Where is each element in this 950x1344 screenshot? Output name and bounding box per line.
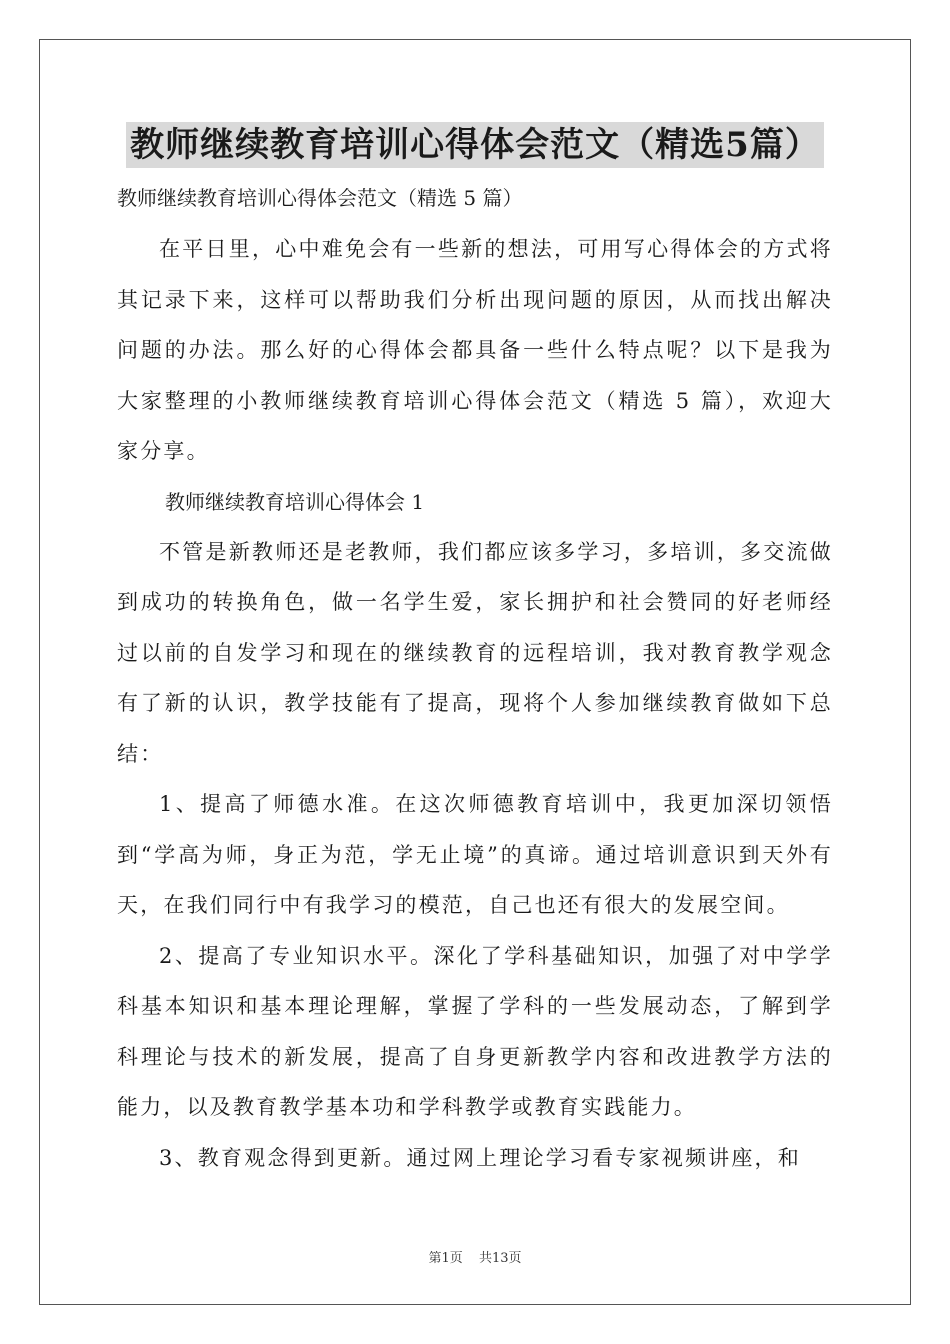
page-total: 共13页 [478, 1251, 522, 1266]
body-paragraph: 不管是新教师还是老教师，我们都应该多学习，多培训，多交流做到成功的转换角色，做一名学生爱，家长拥护和社会赞同的好老师经过以前的自发学习和现在的继续教育的远程培训，我对教育教学观念有了新的认识，教学技能有了提高，现将个人参加继续教育做如下总结： [117, 539, 833, 766]
body-paragraph: 2、提高了专业知识水平。深化了学科基础知识，加强了对中学学科基本知识和基本理论理解，掌握了学科的一些发展动态，了解到学科理论与技术的新发展，提高了自身更新教学内容和改进教学方法的能力，以及教育教学基本功和学科教学或教育实践能力。 [117, 943, 833, 1119]
document-subtitle: 教师继续教育培训心得体会范文（精选 5 篇） [117, 186, 523, 210]
intro-paragraph: 在平日里，心中难免会有一些新的想法，可用写心得体会的方式将其记录下来，这样可以帮助我们分析出现问题的原因，从而找出解决问题的办法。那么好的心得体会都具备一些什么特点呢？以下是我为大家整理的小教师继续教育培训心得体会范文（精选 5 篇），欢迎大家分享。 [117, 237, 833, 463]
body-paragraph: 1、提高了师德水准。在这次师德教育培训中，我更加深切领悟到“学高为师，身正为范，学无止境”的真谛。通过培训意识到天外有天，在我们同行中有我学习的模范，自己也还有很大的发展空间。 [117, 792, 833, 917]
title-container [0, 122, 950, 168]
page-number: 第1页 [428, 1251, 463, 1266]
document-body [117, 178, 833, 1183]
page-footer [0, 1247, 950, 1266]
body-paragraph: 3、教育观念得到更新。通过网上理论学习看专家视频讲座，和 [159, 1145, 801, 1170]
document-title: 教师继续教育培训心得体会范文（精选5篇） [126, 122, 824, 168]
section-heading: 教师继续教育培训心得体会 1 [165, 489, 425, 514]
